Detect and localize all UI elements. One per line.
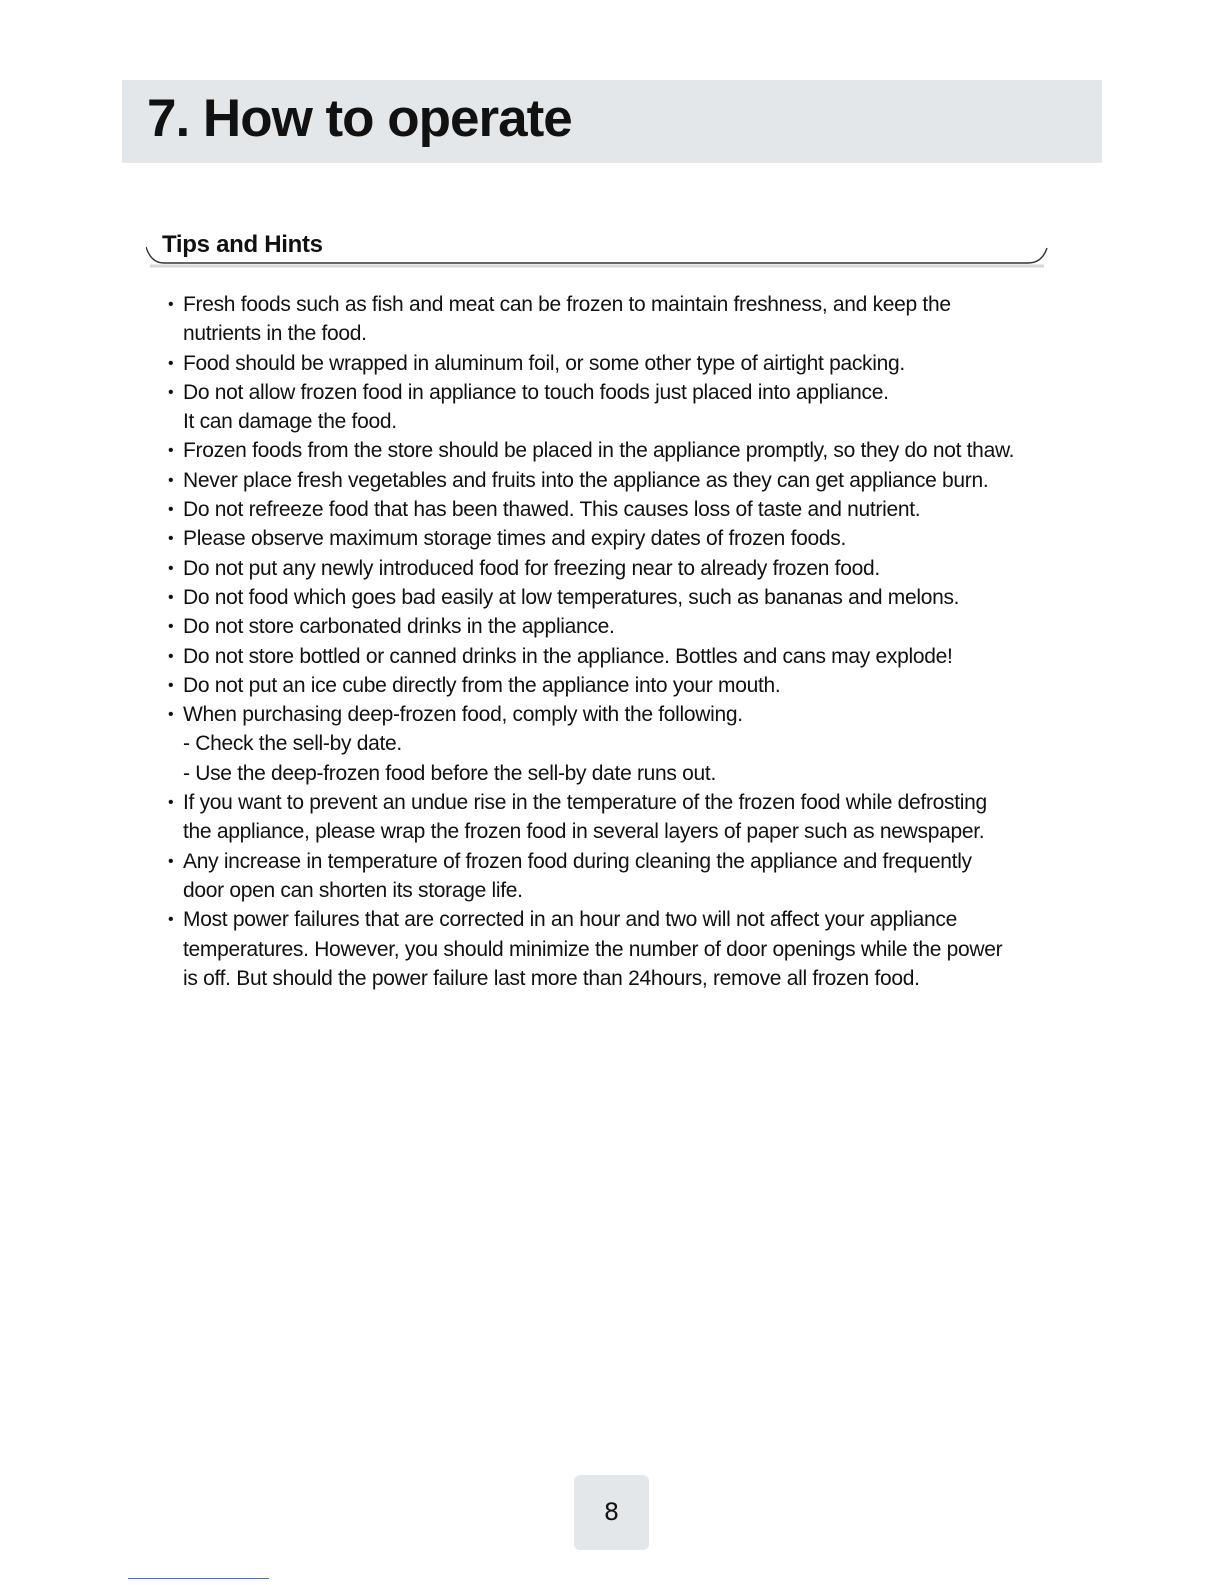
bullet-icon: • (168, 530, 174, 548)
tip-item (167, 671, 1067, 700)
tip-item (167, 583, 1067, 612)
tip-item (167, 290, 1067, 349)
tip-line: temperatures. However, you should minimize the number of door openings while the power (183, 937, 1003, 961)
tip-item (167, 349, 1067, 378)
tip-item (167, 378, 1067, 437)
tip-line: nutrients in the food. (183, 322, 367, 346)
bullet-icon: • (168, 383, 174, 401)
tip-line: is off. But should the power failure last more than 24hours, remove all frozen food. (183, 966, 920, 990)
tip-line: Frozen foods from the store should be placed in the appliance promptly, so they do not thaw. (183, 439, 1015, 463)
tip-line: Do not allow frozen food in appliance to touch foods just placed into appliance. (183, 380, 889, 404)
bullet-icon: • (168, 647, 174, 665)
tip-line: Never place fresh vegetables and fruits into the appliance as they can get appliance burn. (183, 468, 989, 492)
tip-line: If you want to prevent an undue rise in the temperature of the frozen food while defrosting (183, 791, 987, 815)
tip-line: Do not store bottled or canned drinks in the appliance. Bottles and cans may explode! (183, 644, 953, 668)
tip-line: Food should be wrapped in aluminum foil, or some other type of airtight packing. (183, 351, 905, 375)
tip-item (167, 495, 1067, 524)
bullet-icon: • (168, 794, 174, 812)
tip-item (167, 524, 1067, 553)
tip-line: When purchasing deep-frozen food, comply with the following. (183, 703, 743, 727)
tip-line: Do not put any newly introduced food for freezing near to already frozen food. (183, 556, 880, 580)
section-header (146, 226, 1048, 272)
tip-item (167, 554, 1067, 583)
tip-item (167, 466, 1067, 495)
tip-item (167, 700, 1067, 788)
tip-item (167, 612, 1067, 641)
tip-line: Please observe maximum storage times and expiry dates of frozen foods. (183, 527, 846, 551)
tip-line: Do not food which goes bad easily at low temperatures, such as bananas and melons. (183, 585, 960, 609)
tip-line: Do not put an ice cube directly from the appliance into your mouth. (183, 673, 781, 697)
tips-list (167, 290, 1067, 993)
tip-line: door open can shorten its storage life. (183, 878, 523, 902)
tip-line: Most power failures that are corrected in an hour and two will not affect your appliance (183, 908, 957, 932)
bullet-icon: • (168, 559, 174, 577)
bullet-icon: • (168, 354, 174, 372)
tip-line: Do not refreeze food that has been thawed. This causes loss of taste and nutrient. (183, 498, 921, 522)
tip-line: - Use the deep-frozen food before the sell-by date runs out. (183, 761, 716, 785)
bullet-icon: • (168, 911, 174, 929)
footer-rule (128, 1578, 269, 1579)
bullet-icon: • (168, 501, 174, 519)
bullet-icon: • (168, 471, 174, 489)
tip-line: the appliance, please wrap the frozen food in several layers of paper such as newspaper. (183, 820, 985, 844)
tip-line: Fresh foods such as fish and meat can be frozen to maintain freshness, and keep the (183, 293, 951, 316)
tip-line: Do not store carbonated drinks in the appliance. (183, 615, 615, 639)
tip-item (167, 788, 1067, 847)
tip-item (167, 436, 1067, 465)
title-bar (122, 80, 1102, 163)
page-title: 7. How to operate (147, 89, 572, 148)
tip-item (167, 847, 1067, 906)
bullet-icon: • (168, 296, 174, 313)
tip-line: - Check the sell-by date. (183, 732, 402, 756)
bullet-icon: • (168, 676, 174, 694)
tip-line: It can damage the food. (183, 410, 397, 434)
bullet-icon: • (168, 618, 174, 636)
bullet-icon: • (168, 852, 174, 870)
bullet-icon: • (168, 588, 174, 606)
page-number: 8 (574, 1475, 649, 1550)
bullet-icon: • (168, 442, 174, 460)
tip-item (167, 642, 1067, 671)
tip-line: Any increase in temperature of frozen food during cleaning the appliance and frequently (183, 849, 972, 873)
tip-item (167, 905, 1067, 993)
section-title: Tips and Hints (162, 231, 323, 258)
bullet-icon: • (168, 706, 174, 724)
